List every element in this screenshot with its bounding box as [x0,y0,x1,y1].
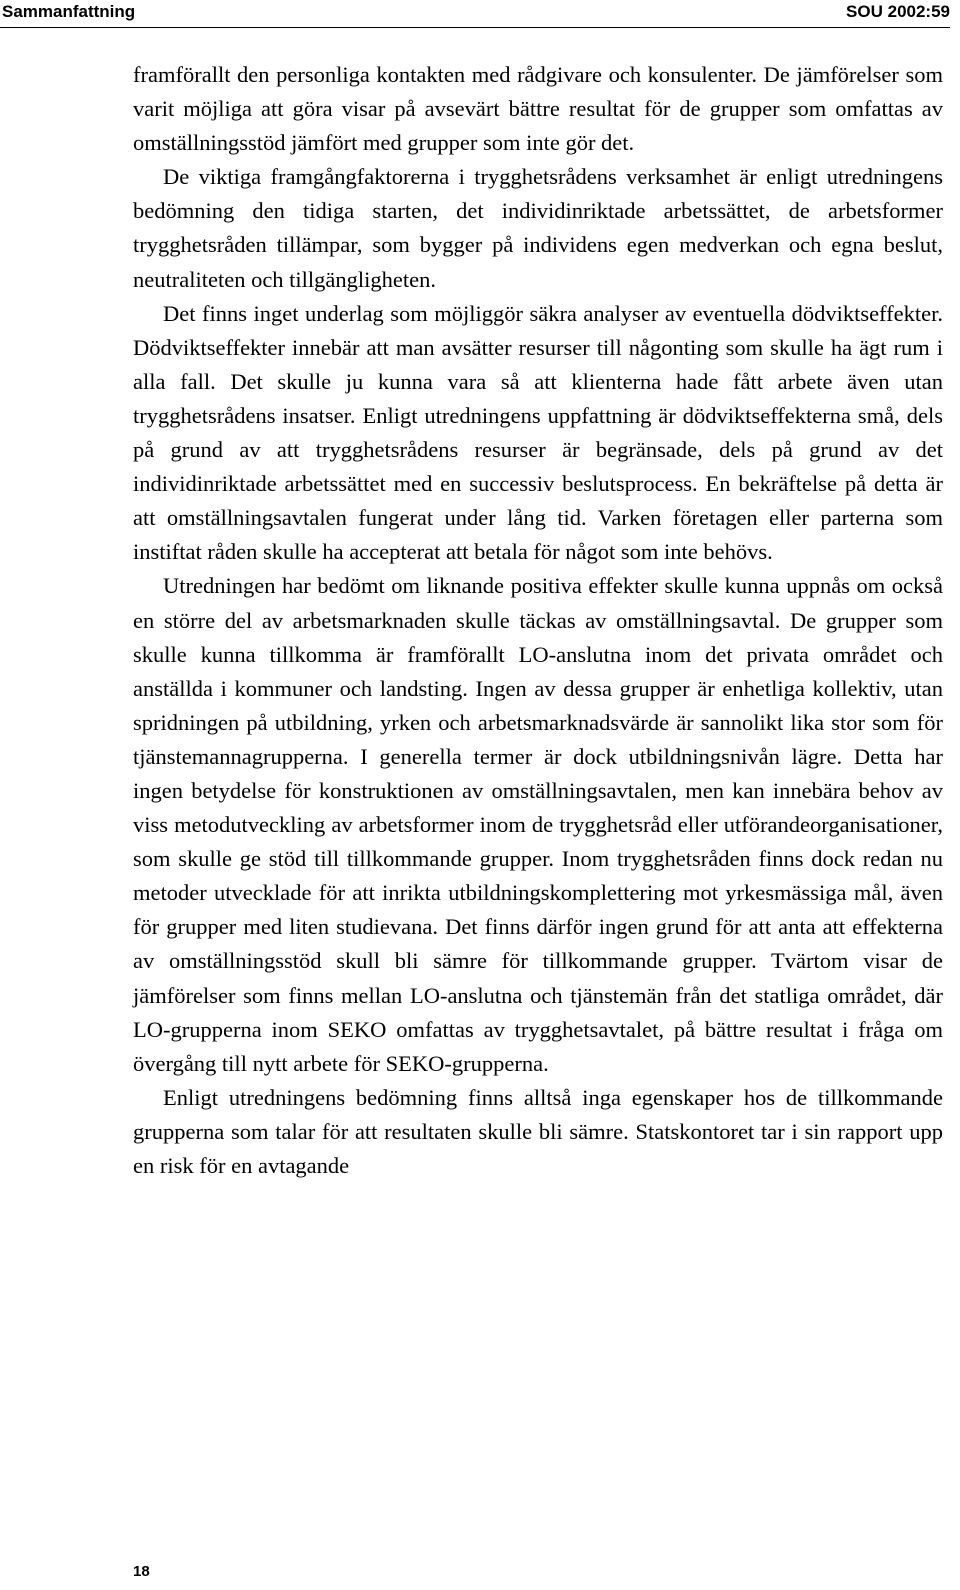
body-text [133,58,943,1183]
document-reference: SOU 2002:59 [846,2,950,21]
paragraph-success-factors: De viktiga framgångfaktorerna i trygghetsrådens verksamhet är enligt utredningens bedömning den tidiga starten, det individinriktade arbetssättet, de arbetsformer trygghetsråden tillämpar, som bygger på individens egen medverkan och egna beslut, neutraliteten och tillgängligheten. [133,164,943,292]
paragraph-conclusion: Enligt utredningens bedömning finns alltså inga egenskaper hos de tillkommande grupperna som talar för att resultaten skulle bli sämre. Statskontoret tar i sin rapport upp en risk för en avtagande [133,1084,943,1178]
page-number: 18 [133,1563,150,1580]
section-title: Sammanfattning [2,2,136,21]
paragraph-new-groups: Utredningen har bedömt om liknande positiva effekter skulle kunna uppnås om också en större del av arbetsmarknaden skulle täckas av omställningsavtal. De grupper som skulle kunna tillkomma är framförallt LO-anslutna inom det privata området och anställda i kommuner och landsting. Ingen av dessa grupper är enhetliga kollektiv, utan spridningen på utbildning, yrken och arbetsmarknadsvärde är sannolikt lika stor som för tjänstemannagrupperna. I generella termer är dock utbildningsnivån lägre. Detta har ingen betydelse för konstruktionen av omställningsavtalen, men kan innebära behov av viss metodutveckling av arbetsformer inom de trygghetsråd eller utförandeorganisationer, som skulle ge stöd till tillkommande grupper. Inom trygghetsråden finns dock redan nu metoder utvecklade för att inrikta utbildningskomplettering mot yrkesmässiga mål, även för grupper med liten studievana. Det finns därför ingen grund för att anta att effekterna av omställningsstöd skull bli sämre för tillkommande grupper. Tvärtom visar de jämförelser som finns mellan LO-anslutna och tjänstemän från det statliga området, där LO-grupperna inom SEKO omfattas av trygghetsavtalet, på bättre resultat i fråga om övergång till nytt arbete för SEKO-grupperna. [133,573,943,1076]
paragraph-continuation: framförallt den personliga kontakten med rådgivare och konsulenter. De jämförelser som varit möjliga att göra visar på avsevärt bättre resultat för de grupper som omfattas av omställningsstöd jämfört med grupper som inte gör det. [133,62,943,156]
page-header [0,0,950,28]
paragraph-deadweight-effects: Det finns inget underlag som möjliggör säkra analyser av eventuella dödviktseffekter. Dödviktseffekter innebär att man avsätter resurser till någonting som skulle ha ägt rum i alla fall. Det skulle ju kunna vara så att klienterna hade fått arbete även utan trygghetsrådens insatser. Enligt utredningens uppfattning är dödviktseffekterna små, dels på grund av att trygghetsrådens resurser är begränsade, dels på grund av det individinriktade arbetssättet med en successiv beslutsprocess. En bekräftelse på detta är att omställningsavtalen fungerat under lång tid. Varken företagen eller parterna som instiftat råden skulle ha accepterat att betala för något som inte behövs. [133,300,943,565]
